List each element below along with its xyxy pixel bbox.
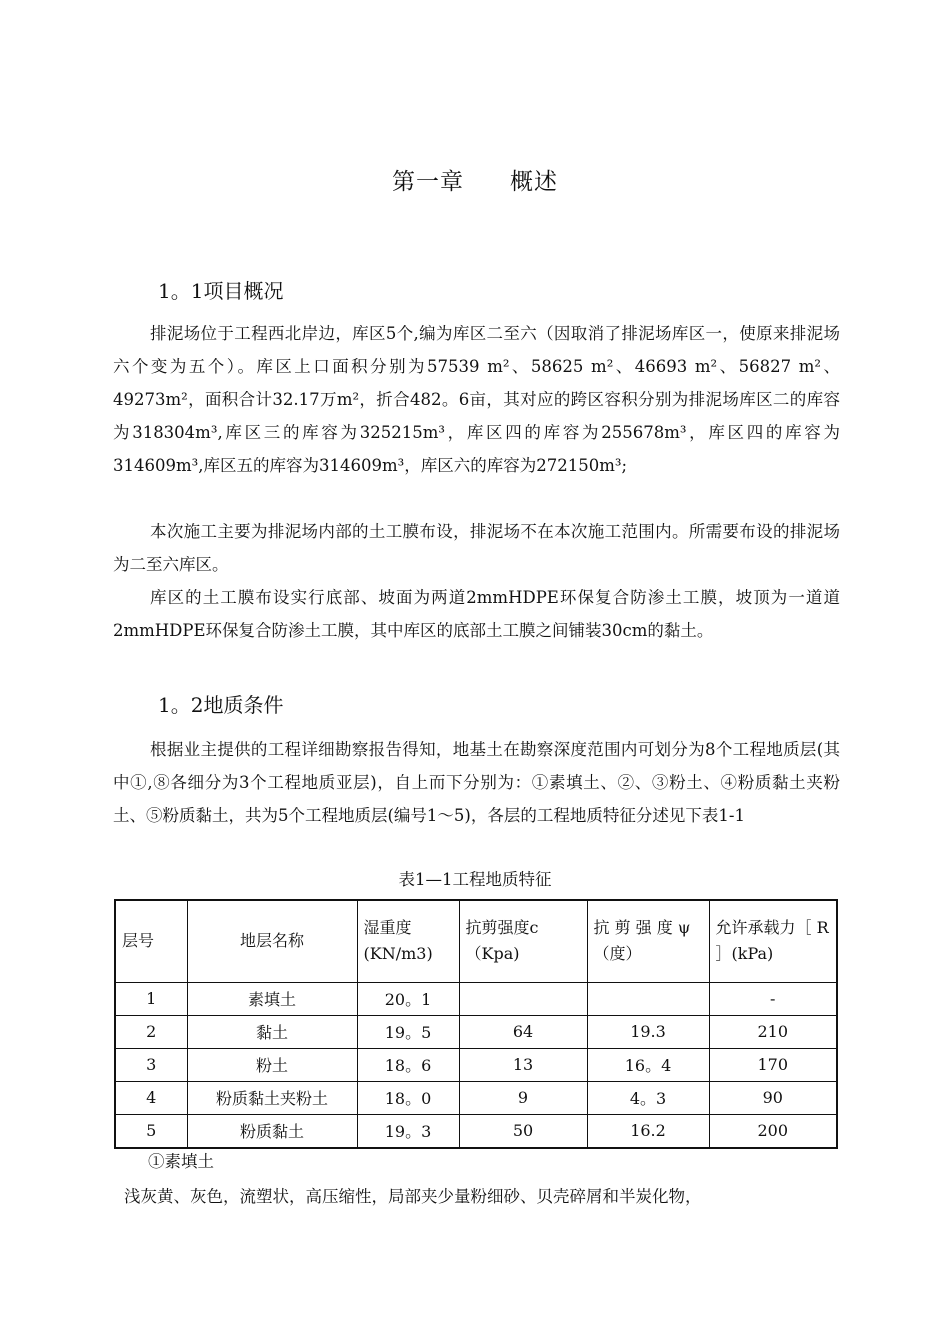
cell-layer-name: 粉质黏土夹粉土 — [187, 1081, 357, 1114]
cell-cohesion: 50 — [459, 1114, 587, 1148]
table-row — [115, 982, 837, 1015]
chapter-title — [0, 163, 950, 196]
header-friction-angle: 抗 剪 强 度 ψ（度） — [587, 900, 709, 982]
cell-layer-name: 黏土 — [187, 1015, 357, 1048]
cell-cohesion: 64 — [459, 1015, 587, 1048]
cell-friction-angle: 16。4 — [587, 1048, 709, 1081]
section-heading-2: 1。2地质条件 — [158, 693, 284, 717]
cell-layer-no: 5 — [115, 1114, 187, 1148]
header-layer-name: 地层名称 — [187, 900, 357, 982]
table-row — [115, 1114, 837, 1148]
paragraph-geomembrane: 库区的土工膜布设实行底部、坡面为两道2mmHDPE环保复合防渗土工膜，坡顶为一道道2mmHDPE环保复合防渗土工膜，其中库区的底部土工膜之间铺装30cm的黏土。 — [113, 588, 840, 640]
table-header-row — [115, 900, 837, 982]
header-wet-density: 湿重度(KN/m3) — [357, 900, 459, 982]
cell-friction-angle: 19.3 — [587, 1015, 709, 1048]
cell-wet-density: 18。0 — [357, 1081, 459, 1114]
section-heading-1: 1。1项目概况 — [158, 279, 284, 303]
paragraph-project-overview: 排泥场位于工程西北岸边，库区5个,编为库区二至六（因取消了排泥场库区一，使原来排泥场六个变为五个）。库区上口面积分别为57539 m²、58625 m²、46693 m²、56827 m²、49273m²，面积合计32.17万m²，折合482。6亩，其对应的跨区容积分别为排泥场库区二的库容为318304m³,库区三的库容为325215m³，库区四的库容为255678m³，库区四的库容为314609m³,库区五的库容为314609m³，库区六的库容为272150m³; — [113, 324, 840, 475]
cell-cohesion — [459, 982, 587, 1015]
geology-table — [114, 899, 838, 1149]
cell-wet-density: 18。6 — [357, 1048, 459, 1081]
cell-layer-name: 素填土 — [187, 982, 357, 1015]
table-row — [115, 1081, 837, 1114]
header-cohesion: 抗剪强度c （Kpa) — [459, 900, 587, 982]
cell-bearing-capacity: 210 — [709, 1015, 837, 1048]
cell-cohesion: 9 — [459, 1081, 587, 1114]
cell-wet-density: 20。1 — [357, 982, 459, 1015]
table-row — [115, 1015, 837, 1048]
cell-bearing-capacity: 170 — [709, 1048, 837, 1081]
cell-layer-name: 粉土 — [187, 1048, 357, 1081]
subsection-heading: ①素填土 — [148, 1152, 214, 1171]
cell-bearing-capacity: 90 — [709, 1081, 837, 1114]
cell-friction-angle: 4。3 — [587, 1081, 709, 1114]
table-row — [115, 1048, 837, 1081]
cell-layer-no: 4 — [115, 1081, 187, 1114]
cell-wet-density: 19。5 — [357, 1015, 459, 1048]
chapter-label: 第一章 — [392, 169, 464, 195]
paragraph-construction-scope: 本次施工主要为排泥场内部的土工膜布设，排泥场不在本次施工范围内。所需要布设的排泥场为二至六库区。 — [113, 522, 840, 574]
cell-wet-density: 19。3 — [357, 1114, 459, 1148]
header-bearing-capacity: 允许承载力［ R ］(kPa) — [709, 900, 837, 982]
subsection-text: 浅灰黄、灰色，流塑状，高压缩性，局部夹少量粉细砂、贝壳碎屑和半炭化物， — [124, 1187, 702, 1206]
table-caption: 表1—1工程地质特征 — [398, 870, 552, 889]
cell-bearing-capacity: - — [709, 982, 837, 1015]
header-layer-no: 层号 — [115, 900, 187, 982]
cell-friction-angle — [587, 982, 709, 1015]
cell-bearing-capacity: 200 — [709, 1114, 837, 1148]
paragraph-geology: 根据业主提供的工程详细勘察报告得知，地基土在勘察深度范围内可划分为8个工程地质层(其中①,⑧各细分为3个工程地质亚层)，自上而下分别为：①素填土、②、③粉土、④粉质黏土夹粉土、⑤粉质黏土，共为5个工程地质层(编号1～5)，各层的工程地质特征分述见下表1-1 — [113, 740, 840, 825]
cell-layer-no: 3 — [115, 1048, 187, 1081]
cell-layer-no: 1 — [115, 982, 187, 1015]
cell-cohesion: 13 — [459, 1048, 587, 1081]
chapter-name: 概述 — [510, 169, 558, 195]
cell-layer-no: 2 — [115, 1015, 187, 1048]
cell-layer-name: 粉质黏土 — [187, 1114, 357, 1148]
cell-friction-angle: 16.2 — [587, 1114, 709, 1148]
